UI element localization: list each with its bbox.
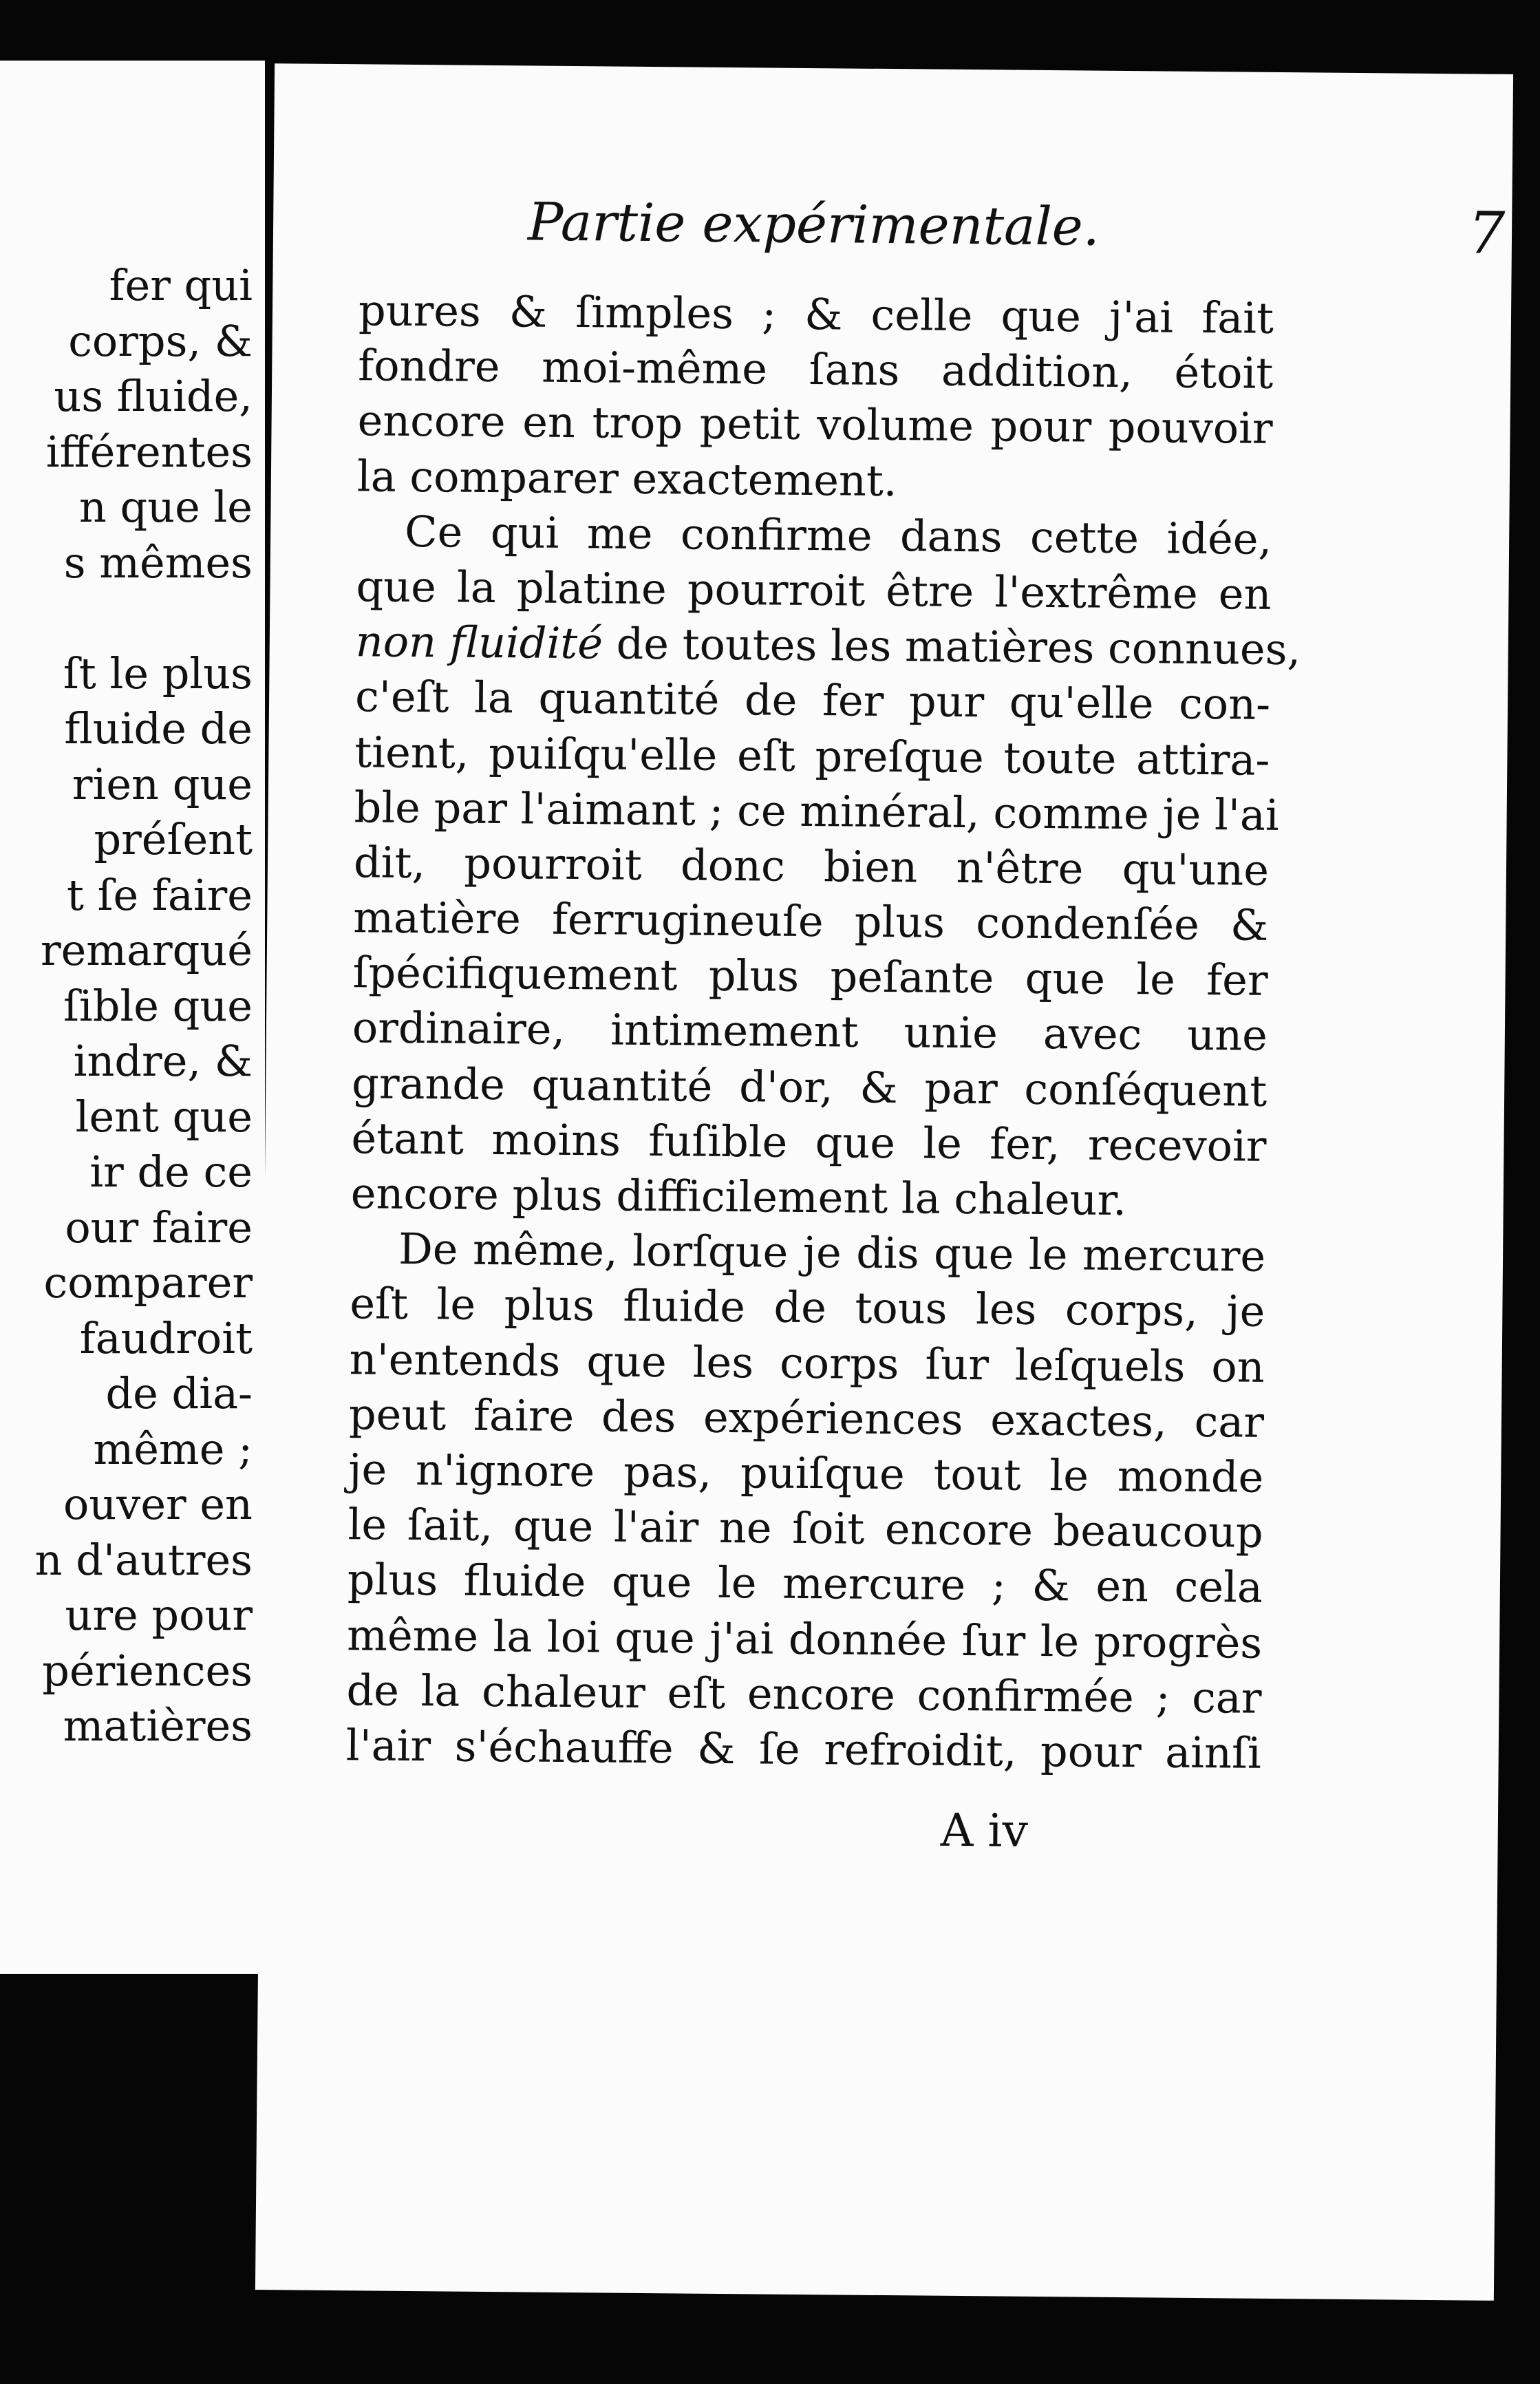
text-line: le ſait, que l'air ne ſoit encore beaucoup xyxy=(347,1499,1263,1557)
text-line: ifférentes xyxy=(45,426,253,477)
text-line: tient, puiſqu'elle eſt preſque toute attira- xyxy=(354,726,1270,785)
text-line: matières xyxy=(63,1701,253,1751)
text-line: ure pour xyxy=(65,1590,253,1640)
text-line: encore en trop petit volume pour pouvoir xyxy=(357,395,1273,454)
text-line: n que le xyxy=(78,482,253,532)
text-line: our faire xyxy=(65,1202,253,1253)
text-line: de la chaleur eſt encore confirmée ; car xyxy=(346,1664,1262,1723)
text-line: fondre moi-même ſans addition, étoit xyxy=(358,340,1274,399)
text-line: De même, lorſque je dis que le mercure xyxy=(398,1224,1266,1282)
paragraph-gap xyxy=(35,590,253,646)
text-line xyxy=(355,614,1301,677)
text-line: encore plus difficilement la chaleur. xyxy=(350,1168,1127,1226)
text-line: indre, & xyxy=(73,1036,253,1086)
text-line: n d'autres xyxy=(34,1534,253,1585)
running-title: Partie expérimentale. xyxy=(527,191,1100,257)
body-text xyxy=(345,283,1301,1781)
text-line: peut faire des expériences exactes, car xyxy=(348,1388,1265,1447)
text-line: pures & ſimples ; & celle que j'ai fait xyxy=(358,285,1274,343)
text-line: grande quantité d'or, & par conſéquent xyxy=(351,1057,1268,1116)
facing-page-left xyxy=(0,61,265,1974)
text-line: ouver en xyxy=(63,1479,253,1529)
text-line: ſpécifiquement plus peſante que le fer xyxy=(352,947,1268,1006)
text-line: comparer xyxy=(43,1257,253,1308)
text-line: ſible que xyxy=(63,980,253,1031)
text-line: matière ferrugineuſe plus condenſée & xyxy=(353,892,1269,950)
text-line: us fluide, xyxy=(54,371,253,421)
text-line: dit, pourroit donc bien n'être qu'une xyxy=(353,837,1270,895)
text-line: ordinaire, intimement unie avec une xyxy=(352,1002,1268,1061)
text-line: périences xyxy=(42,1645,253,1696)
text-line: la comparer exactement. xyxy=(356,450,897,506)
text-line: ſt le plus xyxy=(63,648,253,699)
text-line: n'entends que les corps ſur leſquels on xyxy=(349,1333,1265,1392)
text-line: corps, & xyxy=(68,315,253,366)
text-line: eſt le plus fluide de tous les corps, je xyxy=(350,1278,1265,1337)
page-number: 7 xyxy=(1468,199,1506,267)
text-line: l'air s'échauffe & ſe refroidit, pour ainſi xyxy=(345,1720,1262,1778)
facing-page-text xyxy=(35,258,253,1754)
italic-term: non fluidité xyxy=(355,616,603,669)
book-page-7 xyxy=(255,63,1513,2301)
page-header xyxy=(528,191,1506,275)
text-line: de dia- xyxy=(105,1368,253,1418)
text-line: lent que xyxy=(75,1091,253,1142)
text-line: même ; xyxy=(93,1423,253,1474)
text-line: c'eſt la quantité de fer pur qu'elle con- xyxy=(354,671,1271,730)
text-line: fer qui xyxy=(109,260,253,310)
text-run: de toutes les matières connues, xyxy=(602,618,1301,675)
text-line: étant moins fuſible que le fer, recevoir xyxy=(351,1113,1267,1171)
text-line: faudroit xyxy=(79,1312,253,1363)
text-line: remarqué xyxy=(40,925,253,975)
text-line: ble par l'aimant ; ce minéral, comme je l'ai xyxy=(354,781,1280,840)
text-line: plus fluide que le mercure ; & en cela xyxy=(347,1554,1263,1613)
text-line: préſent xyxy=(94,814,253,864)
text-line: ir de ce xyxy=(89,1147,253,1197)
text-line: même la loi que j'ai donnée ſur le progrès xyxy=(346,1609,1263,1668)
text-line: que la platine pourroit être l'extrême en xyxy=(356,561,1272,619)
text-line: t ſe faire xyxy=(66,869,253,920)
text-line: Ce qui me confirme dans cette idée, xyxy=(404,506,1272,564)
text-line: s mêmes xyxy=(63,537,253,588)
signature-mark: A iv xyxy=(940,1803,1029,1858)
text-line: rien que xyxy=(72,758,253,809)
text-line: je n'ignore pas, puiſque tout le monde xyxy=(348,1444,1264,1502)
text-line: fluide de xyxy=(64,703,253,754)
